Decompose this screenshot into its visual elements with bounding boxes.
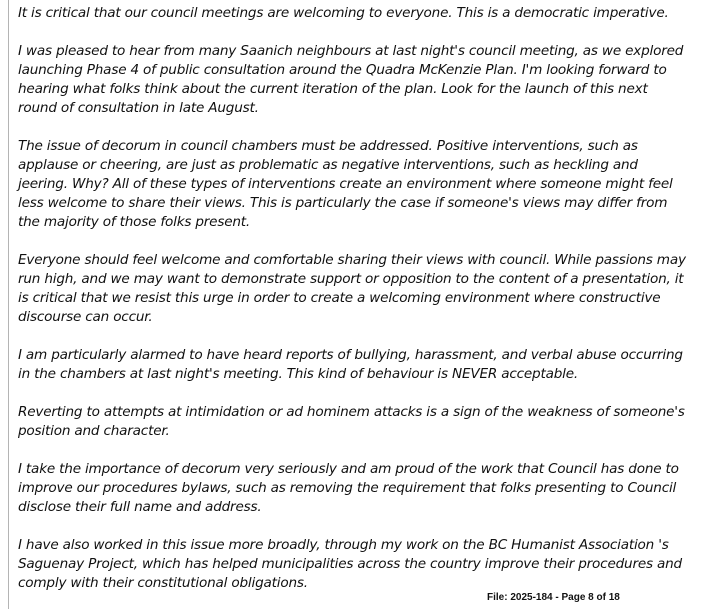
paragraph-decorum-issue: The issue of decorum in council chambers must be addressed. Positive interventions, such as applause or cheering, are just as problematic as negative interventions, such as heckling and jeering. Why? All of these types of interventions create an environment where someone might feel less welcome to share their views. This is particularly the case if someone's views may differ from the majority of those folks present. <box>18 138 673 230</box>
document-body <box>18 4 688 593</box>
paragraph-intimidation: Reverting to attempts at intimidation or ad hominem attacks is a sign of the weakness of someone's position and character. <box>18 404 685 439</box>
paragraph-procedures-bylaws: I take the importance of decorum very seriously and am proud of the work that Council has done to improve our procedures bylaws, such as removing the requirement that folks presenting to Council disclose their full name and address. <box>18 461 679 515</box>
paragraph-democratic-imperative: It is critical that our council meetings are welcoming to everyone. This is a democratic imperative. <box>18 5 669 21</box>
paragraph-welcome-views: Everyone should feel welcome and comfortable sharing their views with council. While passions may run high, and we may want to demonstrate support or opposition to the content of a presentation, it is critical that we resist this urge in order to create a welcoming environment where constructive discourse can occur. <box>18 252 686 325</box>
paragraph-phase-4-consultation: I was pleased to hear from many Saanich neighbours at last night's council meeting, as we explored launching Phase 4 of public consultation around the Quadra McKenzie Plan. I'm looking forward to hearing what folks think about the current iteration of the plan. Look for the launch of this next round of consultation in late August. <box>18 43 684 116</box>
paragraph-bullying-reports: I am particularly alarmed to have heard reports of bullying, harassment, and verbal abuse occurring in the chambers at last night's meeting. This kind of behaviour is NEVER acceptable. <box>18 347 683 382</box>
page-footer: File: 2025-184 - Page 8 of 18 <box>487 592 620 603</box>
page-left-border <box>8 0 9 609</box>
paragraph-saguenay-project: I have also worked in this issue more broadly, through my work on the BC Humanist Association 's Saguenay Project, which has helped municipalities across the country improve their procedures and comply with their constitutional obligations. <box>18 537 682 591</box>
